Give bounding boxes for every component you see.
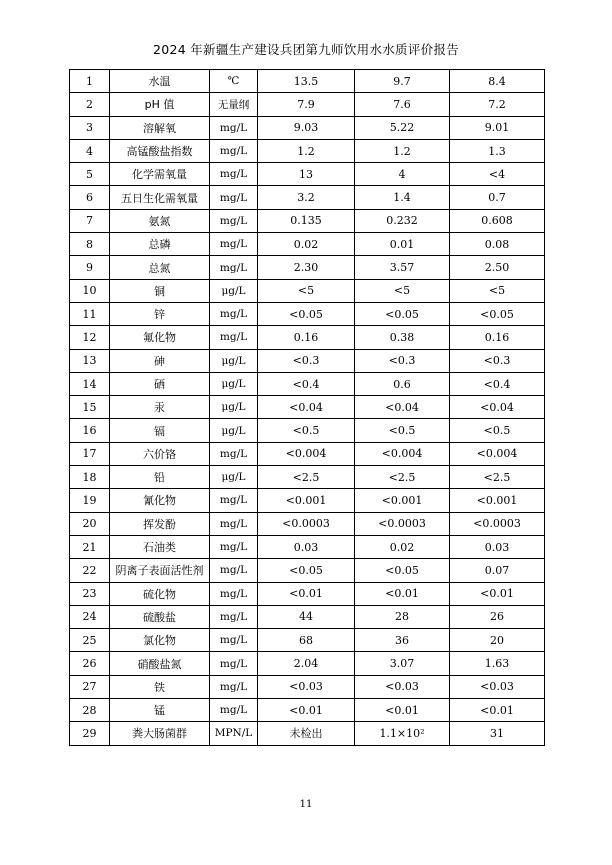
unit-cell: mg/L — [210, 582, 258, 605]
value-cell-1: <0.004 — [258, 442, 355, 465]
unit-cell: mg/L — [210, 209, 258, 232]
row-number-cell: 4 — [70, 139, 110, 162]
value-cell-2: <0.04 — [355, 396, 450, 419]
row-number-cell: 16 — [70, 419, 110, 442]
value-cell-3: <0.0003 — [450, 512, 545, 535]
table-row — [70, 535, 545, 558]
value-cell-2: <2.5 — [355, 466, 450, 489]
value-cell-1: <0.01 — [258, 699, 355, 722]
value-cell-3: 0.07 — [450, 559, 545, 582]
table-row — [70, 256, 545, 279]
value-cell-3: <0.01 — [450, 582, 545, 605]
value-cell-3: 0.08 — [450, 233, 545, 256]
table-row — [70, 209, 545, 232]
value-cell-1: <0.04 — [258, 396, 355, 419]
value-cell-3: 26 — [450, 605, 545, 628]
table-row — [70, 326, 545, 349]
table-row — [70, 349, 545, 372]
value-cell-3: 0.16 — [450, 326, 545, 349]
parameter-name-cell: 挥发酚 — [110, 512, 210, 535]
row-number-cell: 13 — [70, 349, 110, 372]
table-row — [70, 559, 545, 582]
unit-cell: μg/L — [210, 372, 258, 395]
table-row — [70, 70, 545, 93]
unit-cell: mg/L — [210, 302, 258, 325]
value-cell-3: 0.608 — [450, 209, 545, 232]
unit-cell: μg/L — [210, 419, 258, 442]
table-row — [70, 372, 545, 395]
row-number-cell: 25 — [70, 629, 110, 652]
table-row — [70, 186, 545, 209]
value-cell-1: <0.001 — [258, 489, 355, 512]
value-cell-2: 7.6 — [355, 93, 450, 116]
table-row — [70, 629, 545, 652]
row-number-cell: 17 — [70, 442, 110, 465]
value-cell-1: <0.03 — [258, 675, 355, 698]
unit-cell: μg/L — [210, 396, 258, 419]
value-cell-2: 3.57 — [355, 256, 450, 279]
parameter-name-cell: 硫酸盐 — [110, 605, 210, 628]
value-cell-3: 1.63 — [450, 652, 545, 675]
page-number: 11 — [299, 799, 313, 810]
table-row — [70, 302, 545, 325]
unit-cell: MPN/L — [210, 722, 258, 745]
value-cell-3: <0.01 — [450, 699, 545, 722]
value-cell-1: 68 — [258, 629, 355, 652]
value-cell-2: <0.01 — [355, 699, 450, 722]
report-title: 2024 年新疆生产建设兵团第九师饮用水水质评价报告 — [152, 42, 460, 57]
row-number-cell: 18 — [70, 466, 110, 489]
value-cell-2: <0.3 — [355, 349, 450, 372]
row-number-cell: 1 — [70, 70, 110, 93]
parameter-name-cell: 高锰酸盐指数 — [110, 139, 210, 162]
value-cell-3: <0.5 — [450, 419, 545, 442]
row-number-cell: 23 — [70, 582, 110, 605]
value-cell-1: 3.2 — [258, 186, 355, 209]
value-cell-3: 9.01 — [450, 116, 545, 139]
value-cell-1: <0.05 — [258, 302, 355, 325]
value-cell-1: <0.3 — [258, 349, 355, 372]
value-cell-2: 9.7 — [355, 70, 450, 93]
value-cell-1: 0.02 — [258, 233, 355, 256]
value-cell-2: 28 — [355, 605, 450, 628]
value-cell-2: <0.05 — [355, 302, 450, 325]
row-number-cell: 11 — [70, 302, 110, 325]
value-cell-3: <0.4 — [450, 372, 545, 395]
value-cell-1: 0.03 — [258, 535, 355, 558]
unit-cell: mg/L — [210, 139, 258, 162]
unit-cell: 无量纲 — [210, 93, 258, 116]
parameter-name-cell: 水温 — [110, 70, 210, 93]
parameter-name-cell: 阴离子表面活性剂 — [110, 559, 210, 582]
value-cell-3: <0.001 — [450, 489, 545, 512]
parameter-name-cell: 溶解氧 — [110, 116, 210, 139]
parameter-name-cell: 化学需氧量 — [110, 163, 210, 186]
value-cell-1: 未检出 — [258, 722, 355, 745]
row-number-cell: 26 — [70, 652, 110, 675]
table-row — [70, 233, 545, 256]
unit-cell: mg/L — [210, 699, 258, 722]
row-number-cell: 24 — [70, 605, 110, 628]
value-cell-3: 7.2 — [450, 93, 545, 116]
parameter-name-cell: 铁 — [110, 675, 210, 698]
row-number-cell: 3 — [70, 116, 110, 139]
parameter-name-cell: 硒 — [110, 372, 210, 395]
value-cell-2: 3.07 — [355, 652, 450, 675]
value-cell-2: <5 — [355, 279, 450, 302]
value-cell-2: 5.22 — [355, 116, 450, 139]
row-number-cell: 19 — [70, 489, 110, 512]
value-cell-2: <0.5 — [355, 419, 450, 442]
value-cell-2: 0.01 — [355, 233, 450, 256]
row-number-cell: 22 — [70, 559, 110, 582]
value-cell-1: 7.9 — [258, 93, 355, 116]
parameter-name-cell: pH 值 — [110, 93, 210, 116]
value-cell-3: <5 — [450, 279, 545, 302]
unit-cell: mg/L — [210, 629, 258, 652]
value-cell-2: 0.38 — [355, 326, 450, 349]
value-cell-3: 1.3 — [450, 139, 545, 162]
row-number-cell: 15 — [70, 396, 110, 419]
table-row — [70, 163, 545, 186]
table-row — [70, 652, 545, 675]
parameter-name-cell: 总氮 — [110, 256, 210, 279]
table-row — [70, 489, 545, 512]
table-row — [70, 605, 545, 628]
value-cell-1: 44 — [258, 605, 355, 628]
value-cell-2: 36 — [355, 629, 450, 652]
parameter-name-cell: 铅 — [110, 466, 210, 489]
unit-cell: μg/L — [210, 279, 258, 302]
unit-cell: mg/L — [210, 489, 258, 512]
unit-cell: mg/L — [210, 186, 258, 209]
value-cell-2: <0.004 — [355, 442, 450, 465]
parameter-name-cell: 氰化物 — [110, 489, 210, 512]
table-row — [70, 93, 545, 116]
unit-cell: mg/L — [210, 442, 258, 465]
parameter-name-cell: 石油类 — [110, 535, 210, 558]
row-number-cell: 20 — [70, 512, 110, 535]
value-cell-2: <0.001 — [355, 489, 450, 512]
table-row — [70, 139, 545, 162]
table-row — [70, 442, 545, 465]
unit-cell: mg/L — [210, 233, 258, 256]
value-cell-3: <0.3 — [450, 349, 545, 372]
table-row — [70, 116, 545, 139]
value-cell-3: 0.7 — [450, 186, 545, 209]
value-cell-1: 13 — [258, 163, 355, 186]
value-cell-1: 2.30 — [258, 256, 355, 279]
value-cell-3: 2.50 — [450, 256, 545, 279]
parameter-name-cell: 汞 — [110, 396, 210, 419]
table-row — [70, 699, 545, 722]
unit-cell: ℃ — [210, 70, 258, 93]
unit-cell: mg/L — [210, 559, 258, 582]
parameter-name-cell: 硫化物 — [110, 582, 210, 605]
water-quality-table — [69, 69, 545, 746]
table-row — [70, 419, 545, 442]
value-cell-3: 0.03 — [450, 535, 545, 558]
row-number-cell: 7 — [70, 209, 110, 232]
unit-cell: mg/L — [210, 326, 258, 349]
value-cell-3: <0.004 — [450, 442, 545, 465]
value-cell-3: <0.04 — [450, 396, 545, 419]
parameter-name-cell: 粪大肠菌群 — [110, 722, 210, 745]
value-cell-1: 9.03 — [258, 116, 355, 139]
value-cell-2: <0.01 — [355, 582, 450, 605]
value-cell-3: 8.4 — [450, 70, 545, 93]
value-cell-1: <0.4 — [258, 372, 355, 395]
table-row — [70, 466, 545, 489]
value-cell-2: 4 — [355, 163, 450, 186]
value-cell-2: <0.03 — [355, 675, 450, 698]
parameter-name-cell: 镉 — [110, 419, 210, 442]
value-cell-2: <0.05 — [355, 559, 450, 582]
value-cell-1: <2.5 — [258, 466, 355, 489]
value-cell-1: <5 — [258, 279, 355, 302]
unit-cell: mg/L — [210, 605, 258, 628]
value-cell-3: <0.05 — [450, 302, 545, 325]
row-number-cell: 28 — [70, 699, 110, 722]
row-number-cell: 6 — [70, 186, 110, 209]
unit-cell: μg/L — [210, 349, 258, 372]
table-row — [70, 512, 545, 535]
value-cell-3: <0.03 — [450, 675, 545, 698]
parameter-name-cell: 氯化物 — [110, 629, 210, 652]
value-cell-1: <0.0003 — [258, 512, 355, 535]
value-cell-3: 31 — [450, 722, 545, 745]
unit-cell: mg/L — [210, 535, 258, 558]
parameter-name-cell: 总磷 — [110, 233, 210, 256]
value-cell-3: <4 — [450, 163, 545, 186]
value-cell-2: 0.6 — [355, 372, 450, 395]
table-row — [70, 582, 545, 605]
value-cell-2: 1.2 — [355, 139, 450, 162]
row-number-cell: 12 — [70, 326, 110, 349]
parameter-name-cell: 锰 — [110, 699, 210, 722]
unit-cell: mg/L — [210, 652, 258, 675]
value-cell-3: 20 — [450, 629, 545, 652]
value-cell-1: <0.01 — [258, 582, 355, 605]
value-cell-1: 0.135 — [258, 209, 355, 232]
table-row — [70, 396, 545, 419]
value-cell-2: <0.0003 — [355, 512, 450, 535]
row-number-cell: 14 — [70, 372, 110, 395]
unit-cell: mg/L — [210, 675, 258, 698]
value-cell-2: 1.1×10² — [355, 722, 450, 745]
value-cell-3: <2.5 — [450, 466, 545, 489]
value-cell-1: <0.05 — [258, 559, 355, 582]
value-cell-2: 1.4 — [355, 186, 450, 209]
unit-cell: mg/L — [210, 256, 258, 279]
value-cell-2: 0.02 — [355, 535, 450, 558]
value-cell-1: 0.16 — [258, 326, 355, 349]
parameter-name-cell: 砷 — [110, 349, 210, 372]
parameter-name-cell: 铜 — [110, 279, 210, 302]
value-cell-1: 2.04 — [258, 652, 355, 675]
row-number-cell: 8 — [70, 233, 110, 256]
table-row — [70, 675, 545, 698]
parameter-name-cell: 硝酸盐氮 — [110, 652, 210, 675]
parameter-name-cell: 氟化物 — [110, 326, 210, 349]
table-row — [70, 722, 545, 745]
table-row — [70, 279, 545, 302]
parameter-name-cell: 六价铬 — [110, 442, 210, 465]
row-number-cell: 27 — [70, 675, 110, 698]
row-number-cell: 29 — [70, 722, 110, 745]
value-cell-1: 1.2 — [258, 139, 355, 162]
row-number-cell: 9 — [70, 256, 110, 279]
row-number-cell: 5 — [70, 163, 110, 186]
value-cell-2: 0.232 — [355, 209, 450, 232]
unit-cell: μg/L — [210, 466, 258, 489]
parameter-name-cell: 锌 — [110, 302, 210, 325]
row-number-cell: 21 — [70, 535, 110, 558]
unit-cell: mg/L — [210, 512, 258, 535]
parameter-name-cell: 氨氮 — [110, 209, 210, 232]
unit-cell: mg/L — [210, 116, 258, 139]
unit-cell: mg/L — [210, 163, 258, 186]
value-cell-1: 13.5 — [258, 70, 355, 93]
row-number-cell: 10 — [70, 279, 110, 302]
value-cell-1: <0.5 — [258, 419, 355, 442]
row-number-cell: 2 — [70, 93, 110, 116]
parameter-name-cell: 五日生化需氧量 — [110, 186, 210, 209]
